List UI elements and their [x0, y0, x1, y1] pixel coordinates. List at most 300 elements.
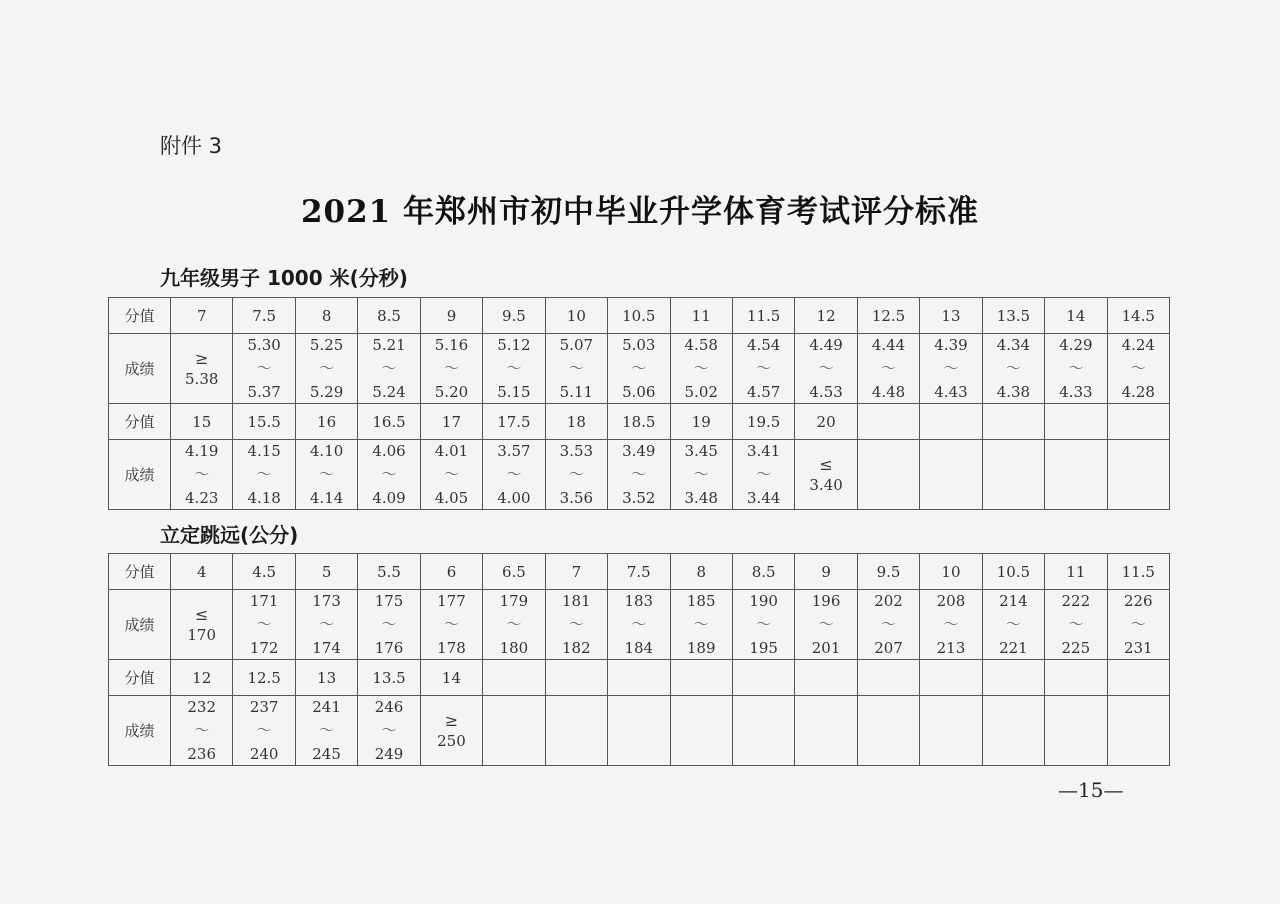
range-to: 4.38 [996, 382, 1031, 401]
range-tilde: ～ [631, 465, 647, 483]
range-from: 214 [999, 591, 1028, 610]
range-to: 176 [374, 638, 404, 657]
result-range [296, 335, 357, 401]
result-range [296, 441, 357, 507]
range-to: 207 [874, 638, 903, 657]
range-from: 4.24 [1121, 335, 1155, 354]
results-row [109, 440, 1170, 510]
range-to: 4.33 [1059, 382, 1093, 401]
range-to: 4.53 [809, 382, 843, 401]
range-tilde: ～ [568, 359, 584, 377]
points-cell [920, 404, 982, 440]
points-cell: 11 [1045, 554, 1107, 590]
range-from: 3.57 [497, 441, 531, 460]
range-tilde: ～ [381, 721, 397, 739]
points-cell [1107, 660, 1169, 696]
points-cell: 4 [171, 554, 233, 590]
threshold-value: 3.40 [809, 476, 843, 495]
range-from: 173 [312, 591, 341, 610]
points-label: 分值 [109, 298, 171, 334]
results-label: 成绩 [109, 590, 171, 660]
range-from: 5.16 [434, 335, 469, 354]
range-tilde: ～ [319, 615, 335, 633]
result-cell [545, 440, 607, 510]
range-to: 225 [1061, 638, 1091, 657]
result-range [358, 697, 419, 763]
result-cell [545, 334, 607, 404]
range-to: 4.05 [434, 488, 469, 507]
result-range [483, 441, 544, 507]
result-range [983, 335, 1044, 401]
result-cell [857, 334, 919, 404]
range-from: 3.49 [622, 441, 656, 460]
range-from: 232 [187, 697, 217, 716]
range-to: 231 [1123, 638, 1153, 657]
range-to: 180 [499, 638, 529, 657]
range-tilde: ～ [1005, 359, 1021, 377]
result-range [296, 697, 357, 763]
range-from: 4.58 [684, 335, 718, 354]
points-cell: 11.5 [1107, 554, 1169, 590]
result-cell [795, 440, 857, 510]
range-to: 5.15 [497, 382, 531, 401]
result-cell [358, 334, 420, 404]
range-from: 4.49 [809, 335, 843, 354]
points-cell [920, 660, 982, 696]
results-label: 成绩 [109, 334, 171, 404]
result-range [608, 441, 669, 507]
result-range [671, 335, 732, 401]
range-to: 240 [249, 744, 279, 763]
range-from: 202 [874, 591, 903, 610]
result-cell [1107, 696, 1169, 766]
comparison-symbol: ≥ [195, 348, 209, 368]
result-range [795, 591, 856, 657]
range-tilde: ～ [256, 359, 272, 377]
points-cell: 12 [171, 660, 233, 696]
result-cell [795, 696, 857, 766]
result-cell [1107, 440, 1169, 510]
points-cell: 11 [670, 298, 732, 334]
range-tilde: ～ [256, 465, 272, 483]
result-range [233, 335, 294, 401]
result-cell [732, 696, 794, 766]
range-tilde: ～ [1005, 615, 1021, 633]
result-range [546, 591, 607, 657]
range-tilde: ～ [568, 615, 584, 633]
range-from: 4.44 [871, 335, 906, 354]
range-from: 4.19 [185, 441, 219, 460]
points-cell: 14 [420, 660, 482, 696]
range-from: 179 [499, 591, 529, 610]
result-cell [670, 334, 732, 404]
result-cell [233, 334, 295, 404]
range-from: 5.07 [559, 335, 594, 354]
result-range [733, 591, 794, 657]
range-tilde: ～ [256, 615, 272, 633]
results-row [109, 696, 1170, 766]
result-cell [295, 440, 357, 510]
range-to: 3.52 [622, 488, 656, 507]
points-cell: 19 [670, 404, 732, 440]
range-tilde: ～ [381, 615, 397, 633]
points-cell: 8 [295, 298, 357, 334]
range-tilde: ～ [881, 359, 897, 377]
result-cell [608, 334, 670, 404]
range-tilde: ～ [1130, 359, 1146, 377]
range-tilde: ～ [194, 721, 210, 739]
range-from: 171 [249, 591, 279, 610]
points-cell: 17.5 [483, 404, 545, 440]
range-from: 241 [312, 697, 341, 716]
result-range [171, 441, 232, 507]
points-cell [857, 660, 919, 696]
range-from: 177 [437, 591, 466, 610]
results-row [109, 334, 1170, 404]
result-range [421, 335, 482, 401]
result-cell [1045, 440, 1107, 510]
result-cell [171, 696, 233, 766]
range-tilde: ～ [443, 465, 459, 483]
result-cell [857, 590, 919, 660]
range-to: 249 [374, 744, 404, 763]
range-from: 5.12 [497, 335, 531, 354]
range-from: 222 [1061, 591, 1091, 610]
points-cell: 14.5 [1107, 298, 1169, 334]
range-from: 3.45 [684, 441, 718, 460]
points-cell: 12.5 [857, 298, 919, 334]
range-from: 4.10 [309, 441, 344, 460]
result-cell [670, 440, 732, 510]
result-cell [295, 334, 357, 404]
range-to: 172 [249, 638, 279, 657]
range-from: 246 [374, 697, 404, 716]
points-label: 分值 [109, 554, 171, 590]
score-table-1000m [108, 297, 1170, 510]
threshold-value: 5.38 [185, 370, 219, 389]
result-range [608, 591, 669, 657]
range-to: 5.06 [622, 382, 656, 401]
points-cell [670, 660, 732, 696]
range-from: 3.53 [559, 441, 594, 460]
range-to: 4.28 [1121, 382, 1155, 401]
points-cell: 13 [295, 660, 357, 696]
points-cell: 8 [670, 554, 732, 590]
range-tilde: ～ [194, 465, 210, 483]
points-row [109, 554, 1170, 590]
range-to: 4.48 [871, 382, 906, 401]
range-to: 195 [749, 638, 778, 657]
points-cell: 15.5 [233, 404, 295, 440]
points-cell: 12 [795, 298, 857, 334]
result-cell [171, 440, 233, 510]
range-to: 4.14 [309, 488, 344, 507]
range-to: 3.48 [684, 488, 718, 507]
result-range [983, 591, 1044, 657]
range-tilde: ～ [1068, 615, 1084, 633]
result-range [233, 591, 294, 657]
result-cell [420, 440, 482, 510]
result-cell [1107, 334, 1169, 404]
points-cell: 9.5 [857, 554, 919, 590]
result-threshold [171, 604, 232, 646]
range-to: 5.20 [434, 382, 469, 401]
points-cell: 18 [545, 404, 607, 440]
points-cell: 16 [295, 404, 357, 440]
range-from: 5.21 [372, 335, 406, 354]
points-cell: 6.5 [483, 554, 545, 590]
points-cell: 12.5 [233, 660, 295, 696]
result-cell [295, 590, 357, 660]
result-cell [982, 696, 1044, 766]
range-to: 4.18 [247, 488, 281, 507]
range-tilde: ～ [443, 615, 459, 633]
range-to: 5.11 [559, 382, 594, 401]
range-to: 221 [999, 638, 1028, 657]
result-cell [358, 590, 420, 660]
range-to: 5.02 [684, 382, 718, 401]
results-label: 成绩 [109, 696, 171, 766]
range-tilde: ～ [756, 615, 772, 633]
points-cell: 16.5 [358, 404, 420, 440]
result-cell [233, 696, 295, 766]
range-from: 185 [686, 591, 716, 610]
result-range [233, 441, 294, 507]
range-to: 3.56 [559, 488, 594, 507]
result-cell [420, 590, 482, 660]
result-cell [982, 440, 1044, 510]
range-tilde: ～ [693, 615, 709, 633]
result-cell [920, 440, 982, 510]
range-tilde: ～ [381, 359, 397, 377]
result-cell [233, 590, 295, 660]
points-cell [483, 660, 545, 696]
points-cell [982, 660, 1044, 696]
range-from: 4.01 [434, 441, 469, 460]
points-cell: 7.5 [233, 298, 295, 334]
range-from: 196 [811, 591, 841, 610]
range-to: 4.43 [934, 382, 968, 401]
points-cell: 10 [920, 554, 982, 590]
result-cell [171, 590, 233, 660]
range-to: 4.09 [372, 488, 406, 507]
points-cell: 15 [171, 404, 233, 440]
range-to: 201 [811, 638, 841, 657]
range-tilde: ～ [943, 615, 959, 633]
range-from: 4.06 [372, 441, 406, 460]
range-tilde: ～ [319, 359, 335, 377]
result-range [421, 441, 482, 507]
result-cell [545, 590, 607, 660]
range-to: 5.24 [372, 382, 406, 401]
points-cell: 20 [795, 404, 857, 440]
document-title: 2021 年郑州市初中毕业升学体育考试评分标准 [300, 194, 980, 230]
points-cell: 10.5 [982, 554, 1044, 590]
points-cell [732, 660, 794, 696]
range-to: 213 [936, 638, 966, 657]
points-cell: 11.5 [732, 298, 794, 334]
range-tilde: ～ [256, 721, 272, 739]
result-range [358, 441, 419, 507]
range-tilde: ～ [818, 359, 834, 377]
comparison-symbol: ≤ [195, 604, 209, 624]
result-range [546, 335, 607, 401]
result-cell [483, 590, 545, 660]
result-threshold [421, 710, 482, 752]
range-tilde: ～ [506, 615, 522, 633]
range-from: 4.39 [934, 335, 968, 354]
range-to: 5.37 [247, 382, 281, 401]
threshold-value: 250 [437, 732, 466, 751]
result-cell [171, 334, 233, 404]
result-cell [670, 590, 732, 660]
points-cell: 5.5 [358, 554, 420, 590]
result-range [1045, 335, 1106, 401]
result-cell [670, 696, 732, 766]
result-cell [608, 590, 670, 660]
result-cell [1107, 590, 1169, 660]
range-to: 4.23 [185, 488, 219, 507]
range-to: 245 [312, 744, 341, 763]
range-from: 4.15 [247, 441, 281, 460]
points-cell: 14 [1045, 298, 1107, 334]
points-cell [1045, 660, 1107, 696]
result-range [421, 591, 482, 657]
range-tilde: ～ [319, 721, 335, 739]
points-cell: 10 [545, 298, 607, 334]
result-cell [982, 334, 1044, 404]
range-tilde: ～ [381, 465, 397, 483]
result-range [1045, 591, 1106, 657]
result-cell [732, 590, 794, 660]
range-to: 184 [624, 638, 654, 657]
points-cell: 13 [920, 298, 982, 334]
range-to: 4.57 [746, 382, 781, 401]
result-range [920, 335, 981, 401]
result-range [1108, 591, 1169, 657]
points-cell [982, 404, 1044, 440]
result-range [233, 697, 294, 763]
result-cell [483, 334, 545, 404]
range-tilde: ～ [443, 359, 459, 377]
result-range [483, 335, 544, 401]
range-tilde: ～ [693, 465, 709, 483]
result-cell [920, 590, 982, 660]
points-cell: 9.5 [483, 298, 545, 334]
range-to: 236 [187, 744, 217, 763]
range-tilde: ～ [1068, 359, 1084, 377]
points-cell [795, 660, 857, 696]
result-cell [1045, 590, 1107, 660]
result-cell [732, 334, 794, 404]
result-cell [358, 440, 420, 510]
range-tilde: ～ [693, 359, 709, 377]
result-cell [295, 696, 357, 766]
comparison-symbol: ≥ [444, 710, 459, 730]
points-cell [1045, 404, 1107, 440]
result-range [1108, 335, 1169, 401]
points-cell [545, 660, 607, 696]
range-tilde: ～ [943, 359, 959, 377]
range-tilde: ～ [506, 359, 522, 377]
range-from: 190 [749, 591, 778, 610]
result-cell [483, 696, 545, 766]
result-range [920, 591, 981, 657]
points-cell: 10.5 [608, 298, 670, 334]
range-tilde: ～ [756, 359, 772, 377]
result-cell [420, 696, 482, 766]
range-to: 174 [312, 638, 341, 657]
points-cell [857, 404, 919, 440]
points-label: 分值 [109, 660, 171, 696]
range-from: 5.25 [309, 335, 344, 354]
score-table-standing-long-jump [108, 553, 1170, 766]
points-cell: 7.5 [608, 554, 670, 590]
range-from: 5.30 [247, 335, 281, 354]
result-cell [483, 440, 545, 510]
result-cell [857, 440, 919, 510]
points-cell: 4.5 [233, 554, 295, 590]
result-cell [233, 440, 295, 510]
range-from: 4.54 [746, 335, 781, 354]
points-cell [1107, 404, 1169, 440]
points-row [109, 298, 1170, 334]
result-cell [1045, 696, 1107, 766]
result-cell [1045, 334, 1107, 404]
result-range [483, 591, 544, 657]
points-cell: 5 [295, 554, 357, 590]
result-range [358, 335, 419, 401]
section-title-standing-long-jump: 立定跳远(公分) [160, 523, 299, 547]
range-from: 4.29 [1059, 335, 1093, 354]
result-range [546, 441, 607, 507]
points-cell: 13.5 [982, 298, 1044, 334]
range-from: 4.34 [996, 335, 1031, 354]
result-cell [920, 334, 982, 404]
range-tilde: ～ [881, 615, 897, 633]
points-cell: 7 [171, 298, 233, 334]
comparison-symbol: ≤ [819, 454, 833, 474]
range-to: 3.44 [746, 488, 781, 507]
result-range [171, 697, 232, 763]
points-cell: 9 [795, 554, 857, 590]
result-threshold [795, 454, 856, 496]
result-range [608, 335, 669, 401]
result-cell [795, 334, 857, 404]
range-to: 178 [437, 638, 466, 657]
result-cell [608, 696, 670, 766]
range-to: 182 [562, 638, 591, 657]
attachment-label: 附件 3 [160, 134, 223, 158]
points-cell: 17 [420, 404, 482, 440]
range-to: 4.00 [497, 488, 531, 507]
range-tilde: ～ [631, 359, 647, 377]
range-to: 189 [686, 638, 716, 657]
points-row [109, 660, 1170, 696]
points-row [109, 404, 1170, 440]
points-cell: 6 [420, 554, 482, 590]
range-tilde: ～ [506, 465, 522, 483]
result-cell [608, 440, 670, 510]
points-cell: 7 [545, 554, 607, 590]
range-from: 237 [249, 697, 279, 716]
result-range [733, 441, 794, 507]
result-cell [545, 696, 607, 766]
range-tilde: ～ [568, 465, 584, 483]
points-cell: 19.5 [732, 404, 794, 440]
points-cell: 8.5 [358, 298, 420, 334]
result-range [671, 591, 732, 657]
